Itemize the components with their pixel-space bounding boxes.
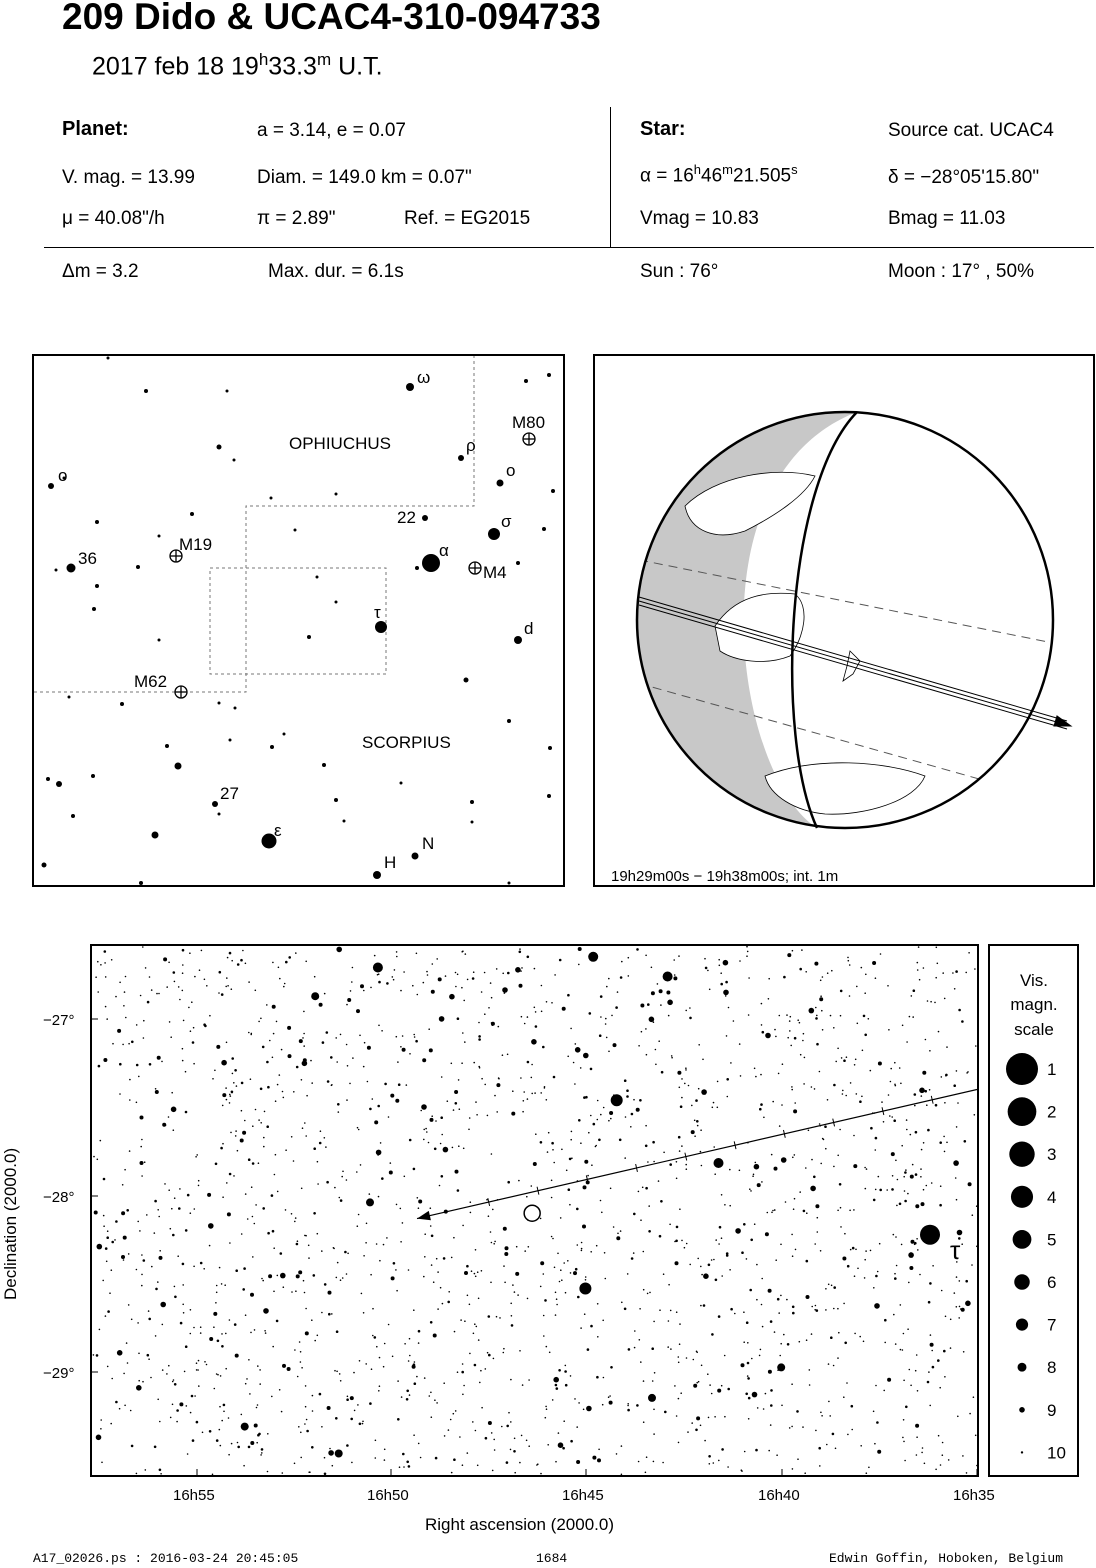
- scale-dot: [1006, 1053, 1038, 1085]
- scale-label: 9: [1047, 1400, 1057, 1420]
- label-alpha: α: [439, 541, 449, 560]
- star-right-ascension: $\alpha = 16^h46^m21.505^s$: [640, 162, 798, 187]
- scale-label: 5: [1047, 1230, 1057, 1250]
- label-36: 36: [78, 549, 97, 568]
- label-m4: M4: [483, 563, 507, 582]
- page-title: 209 Dido & UCAC4-310-094733: [62, 0, 601, 37]
- label-d: d: [524, 619, 534, 638]
- star-declination: δ = −28°05'15.80": [888, 167, 1040, 188]
- star-vmag: Vmag = 10.83: [640, 208, 759, 229]
- label-omicron-left: ο: [58, 466, 68, 485]
- moon-info: Moon : 17° , 50%: [888, 261, 1034, 282]
- xtick-16h40: 16h40: [758, 1487, 800, 1504]
- scale-dot: [1019, 1407, 1025, 1413]
- planet-motion: μ = 40.08"/h: [62, 208, 165, 229]
- planet-vmag: V. mag. = 13.99: [62, 167, 195, 188]
- xtick-16h35: 16h35: [953, 1487, 995, 1504]
- scale-label: 3: [1047, 1145, 1057, 1165]
- label-rho: ρ: [466, 436, 476, 455]
- planet-parallax: π = 2.89": [257, 208, 336, 229]
- scale-label: 8: [1047, 1358, 1057, 1378]
- star-bmag: Bmag = 11.03: [888, 208, 1006, 229]
- scale-dot: [1013, 1230, 1032, 1249]
- scale-dot: [1018, 1363, 1027, 1372]
- scale-label: 4: [1047, 1187, 1057, 1207]
- star-heading: Star:: [640, 118, 686, 140]
- planet-reference: Ref. = EG2015: [404, 208, 531, 229]
- xtick-16h55: 16h55: [173, 1487, 215, 1504]
- scale-dot: [1009, 1142, 1034, 1167]
- magnitude-scale-svg: [990, 946, 1077, 1475]
- xtick-16h50: 16h50: [367, 1487, 409, 1504]
- y-axis-title: Declination (2000.0): [1, 1147, 20, 1300]
- scale-title-1: Vis.: [1019, 971, 1049, 990]
- label-tau: τ: [374, 603, 381, 622]
- footer-file: A17_02026.ps : 2016-03-24 20:45:05: [33, 1551, 299, 1566]
- label-n: N: [422, 834, 435, 853]
- event-datetime: 2017 feb 18 19$^h$33.3$^m$ U.T.: [92, 50, 383, 81]
- tau-star-label: τ: [950, 1235, 961, 1265]
- ytick-29: −29°: [43, 1365, 75, 1382]
- planet-orbit: a = 3.14, e = 0.07: [257, 120, 406, 141]
- scale-dot: [1014, 1274, 1030, 1290]
- constellation-scorpius: SCORPIUS: [362, 733, 451, 752]
- label-27: 27: [220, 784, 239, 803]
- scale-dot: [1011, 1186, 1033, 1208]
- label-m80: M80: [512, 413, 546, 432]
- scale-dot: [1008, 1097, 1037, 1126]
- magnitude-scale: [988, 944, 1079, 1477]
- label-m62: M62: [134, 672, 168, 691]
- label-omicron-right: ο: [506, 461, 516, 480]
- scale-label: 10: [1047, 1443, 1066, 1463]
- sun-elongation: Sun : 76°: [640, 261, 719, 282]
- star-source: Source cat. UCAC4: [888, 120, 1054, 141]
- scale-label: 6: [1047, 1273, 1057, 1292]
- scale-title-3: scale: [1014, 1020, 1054, 1039]
- scale-dot: [1021, 1451, 1023, 1453]
- footer-page: 1684: [536, 1551, 568, 1566]
- footer-author: Edwin Goffin, Hoboken, Belgium: [829, 1551, 1064, 1566]
- ytick-28: −28°: [43, 1189, 75, 1206]
- label-m19: M19: [179, 535, 213, 554]
- magnitude-drop: Δm = 3.2: [62, 261, 139, 282]
- scale-title-2: magn.: [1010, 995, 1058, 1014]
- label-22: 22: [397, 508, 416, 527]
- x-axis-title: Right ascension (2000.0): [425, 1515, 615, 1534]
- globe-caption: 19h29m00s − 19h38m00s; int. 1m: [611, 868, 839, 885]
- label-sigma: σ: [501, 512, 512, 531]
- label-epsilon: ε: [274, 821, 282, 840]
- constellation-ophiuchus: OPHIUCHUS: [289, 434, 392, 453]
- max-duration: Max. dur. = 6.1s: [268, 261, 404, 282]
- planet-heading: Planet:: [62, 118, 129, 140]
- label-omega: ω: [417, 368, 431, 387]
- ytick-27: −27°: [43, 1012, 75, 1029]
- label-h: H: [384, 853, 397, 872]
- planet-diameter: Diam. = 149.0 km = 0.07": [257, 167, 472, 188]
- scale-dot: [1016, 1319, 1028, 1331]
- scale-label: 7: [1047, 1315, 1057, 1335]
- scale-label: 1: [1047, 1060, 1057, 1079]
- xtick-16h45: 16h45: [562, 1487, 604, 1504]
- scale-label: 2: [1047, 1102, 1057, 1122]
